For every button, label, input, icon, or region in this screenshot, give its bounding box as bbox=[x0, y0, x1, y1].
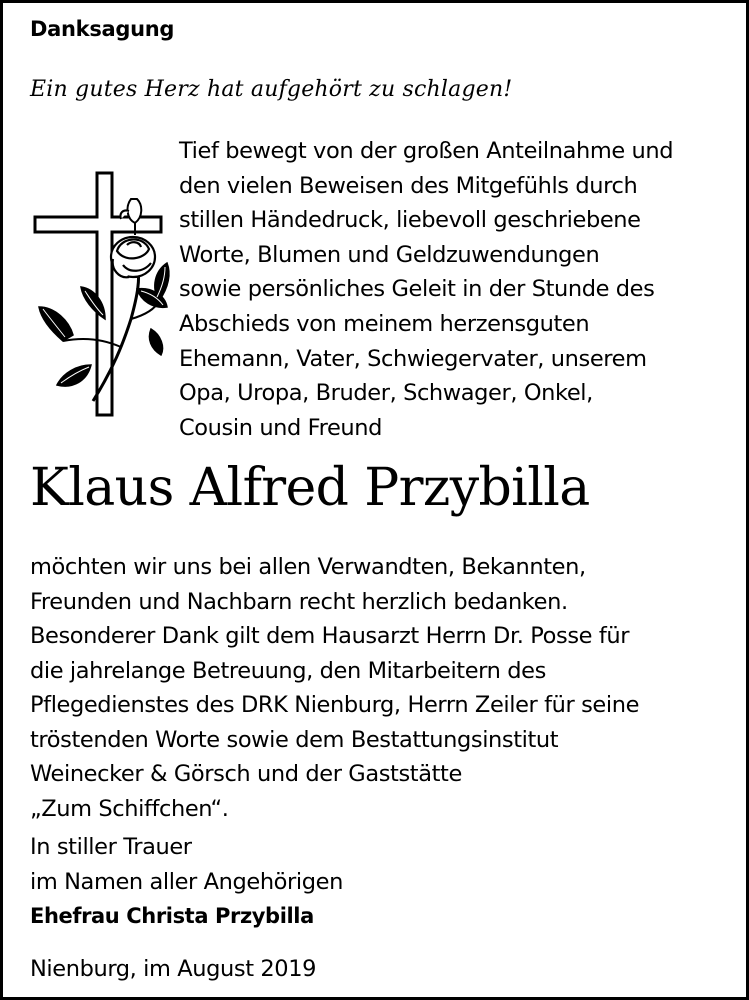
closing-line: In stiller Trauer bbox=[30, 834, 192, 860]
body-line: Freunden und Nachbarn recht herzlich bedanken. bbox=[30, 588, 568, 615]
closing-line: im Namen aller Angehörigen bbox=[30, 868, 343, 895]
intro-line: Cousin und Freund bbox=[179, 414, 382, 441]
motto-line: Ein gutes Herz hat aufgehört zu schlagen! bbox=[30, 77, 513, 102]
body-line: möchten wir uns bei allen Verwandten, Bekannten, bbox=[30, 554, 586, 580]
body-line: Weinecker & Görsch und der Gaststätte bbox=[30, 761, 462, 787]
intro-paragraph bbox=[179, 134, 739, 445]
cross-with-rose-icon bbox=[33, 169, 173, 419]
intro-line: stillen Händedruck, liebevoll geschriebene bbox=[179, 207, 641, 234]
intro-line: den vielen Beweisen des Mitgefühls durch bbox=[179, 172, 638, 199]
closing-block bbox=[30, 830, 343, 934]
intro-line: Ehemann, Vater, Schwiegervater, unserem bbox=[179, 345, 647, 372]
body-line: „Zum Schiffchen“. bbox=[30, 795, 229, 822]
body-line: Pflegedienstes des DRK Nienburg, Herrn Zeiler für seine bbox=[30, 692, 640, 718]
body-line: die jahrelange Betreuung, den Mitarbeitern des bbox=[30, 657, 546, 684]
body-line: tröstenden Worte sowie dem Bestattungsinstitut bbox=[30, 726, 559, 753]
body-line: Besonderer Dank gilt dem Hausarzt Herrn Dr. Posse für bbox=[30, 623, 630, 649]
signer-name: Ehefrau Christa Przybilla bbox=[30, 904, 314, 928]
deceased-name: Klaus Alfred Przybilla bbox=[30, 458, 590, 518]
intro-line: Opa, Uropa, Bruder, Schwager, Onkel, bbox=[179, 380, 593, 407]
intro-line: Tief bewegt von der großen Anteilnahme und bbox=[179, 138, 674, 164]
intro-line: Worte, Blumen und Geldzuwendungen bbox=[179, 241, 600, 268]
place-date: Nienburg, im August 2019 bbox=[30, 956, 317, 982]
intro-line: Abschieds von meinem herzensguten bbox=[179, 310, 590, 337]
notice-heading: Danksagung bbox=[30, 17, 175, 41]
thanks-paragraph bbox=[30, 550, 740, 826]
intro-line: sowie persönliches Geleit in der Stunde des bbox=[179, 276, 655, 303]
